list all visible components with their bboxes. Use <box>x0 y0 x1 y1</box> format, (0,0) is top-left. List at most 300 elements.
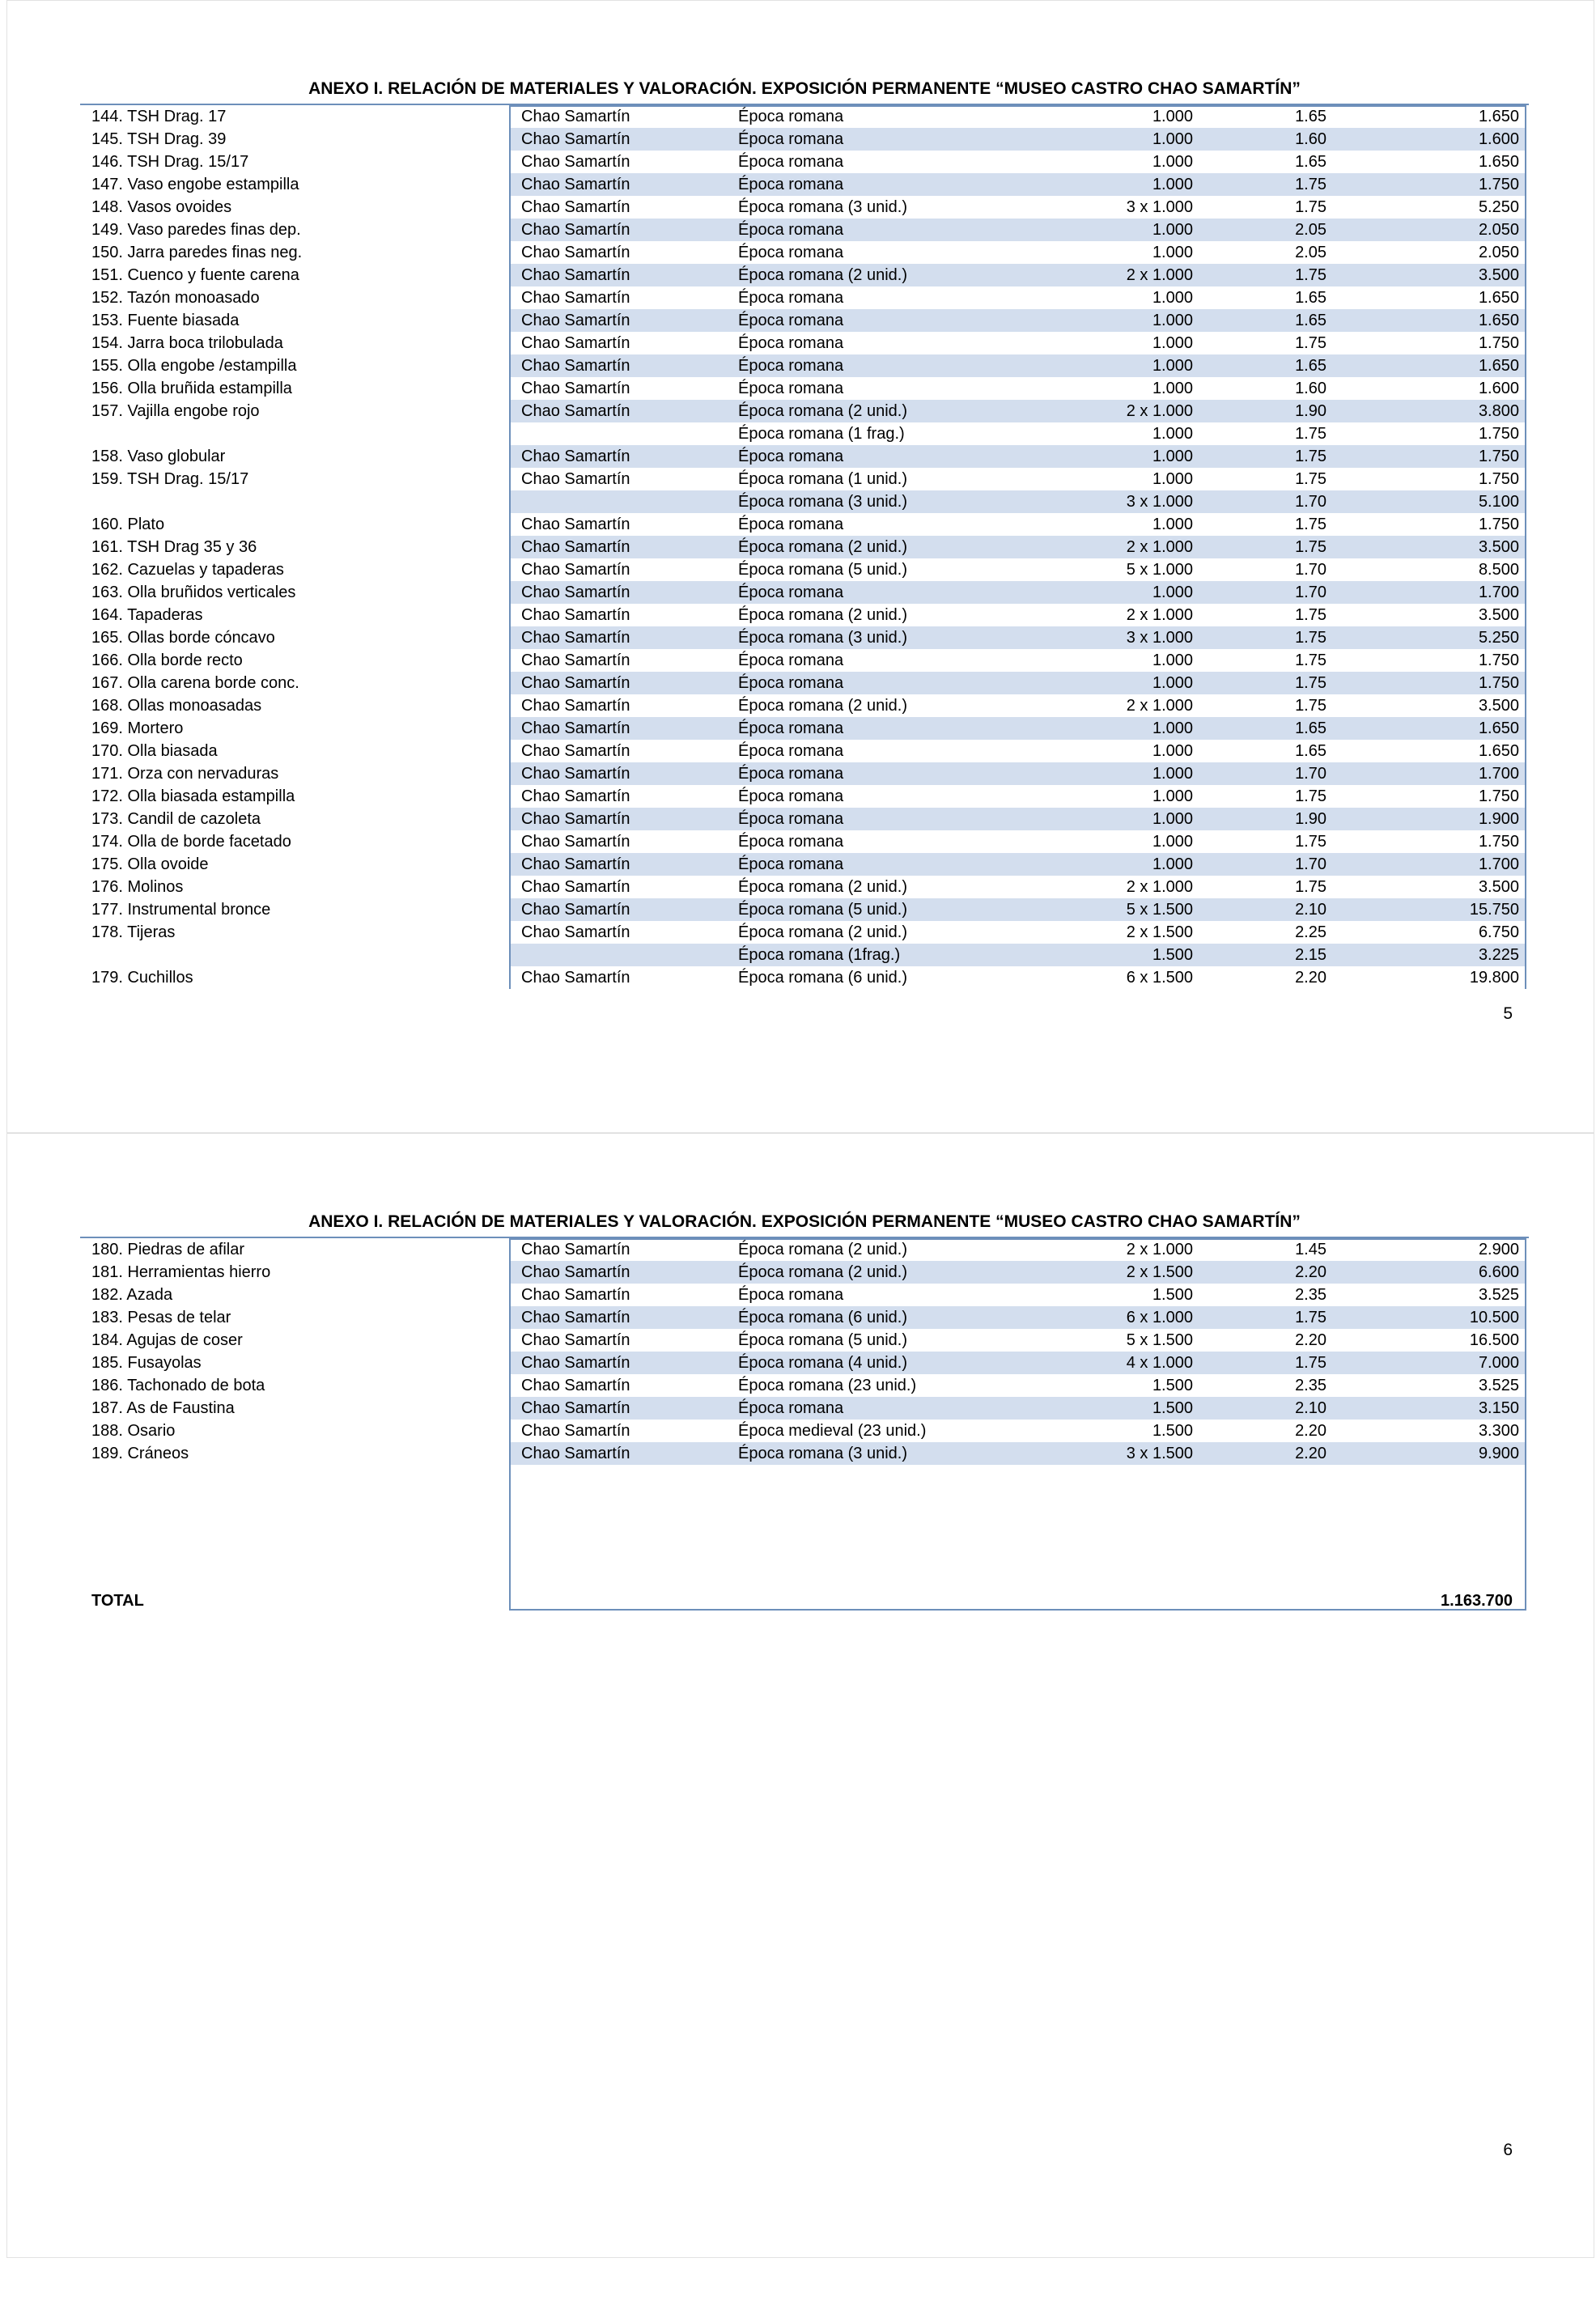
item-total: 1.750 <box>1478 334 1519 352</box>
page-title: ANEXO I. RELACIÓN DE MATERIALES Y VALORACIÓN. EXPOSICIÓN PERMANENTE “MUSEO CASTRO CHAO SAMARTÍN” <box>308 79 1301 98</box>
item-total: 6.600 <box>1478 1263 1519 1281</box>
item-quantity: 1.000 <box>1152 130 1193 148</box>
item-period: Época romana <box>738 108 844 125</box>
item-period: Época romana (1frag.) <box>738 946 901 964</box>
item-name: 149. Vaso paredes finas dep. <box>91 221 301 239</box>
item-name: 157. Vajilla engobe rojo <box>91 402 260 420</box>
item-location: Chao Samartín <box>521 448 630 465</box>
item-factor: 2.20 <box>1295 969 1326 987</box>
item-quantity: 3 x 1.500 <box>1126 1445 1193 1462</box>
row-shading <box>511 513 1525 536</box>
item-name: 153. Fuente biasada <box>91 312 240 329</box>
item-quantity: 1.000 <box>1152 810 1193 828</box>
item-period: Época romana <box>738 1286 844 1304</box>
item-period: Época romana (6 unid.) <box>738 1309 908 1326</box>
item-total: 1.900 <box>1478 810 1519 828</box>
table-row <box>80 558 1529 581</box>
row-shading <box>511 672 1525 694</box>
item-period: Época romana (4 unid.) <box>738 1354 908 1372</box>
row-shading <box>511 785 1525 808</box>
item-name: 180. Piedras de afilar <box>91 1241 245 1258</box>
row-shading <box>511 626 1525 649</box>
row-shading <box>511 717 1525 740</box>
item-quantity: 2 x 1.000 <box>1126 1241 1193 1258</box>
table-row <box>80 377 1529 400</box>
item-factor: 1.65 <box>1295 153 1326 171</box>
item-location: Chao Samartín <box>521 289 630 307</box>
row-shading <box>511 468 1525 490</box>
row-shading <box>511 966 1525 989</box>
item-location: Chao Samartín <box>521 923 630 941</box>
item-period: Época romana <box>738 130 844 148</box>
item-location: Chao Samartín <box>521 1445 630 1462</box>
item-period: Época romana (3 unid.) <box>738 629 908 647</box>
item-factor: 1.75 <box>1295 516 1326 533</box>
item-period: Época romana (3 unid.) <box>738 1445 908 1462</box>
item-period: Época romana <box>738 312 844 329</box>
item-period: Época romana <box>738 742 844 760</box>
item-name: 187. As de Faustina <box>91 1399 235 1417</box>
item-period: Época romana (2 unid.) <box>738 878 908 896</box>
item-name: 167. Olla carena borde conc. <box>91 674 299 692</box>
item-period: Época romana <box>738 176 844 193</box>
table-row <box>80 490 1529 513</box>
item-location: Chao Samartín <box>521 516 630 533</box>
item-quantity: 2 x 1.500 <box>1126 1263 1193 1281</box>
table-row <box>80 672 1529 694</box>
table-row <box>80 128 1529 151</box>
item-location: Chao Samartín <box>521 312 630 329</box>
item-location: Chao Samartín <box>521 244 630 261</box>
item-period: Época romana <box>738 765 844 783</box>
item-name: 155. Olla engobe /estampilla <box>91 357 297 375</box>
table-row <box>80 422 1529 445</box>
item-location: Chao Samartín <box>521 470 630 488</box>
item-location: Chao Samartín <box>521 108 630 125</box>
item-location: Chao Samartín <box>521 1377 630 1394</box>
item-total: 1.750 <box>1478 176 1519 193</box>
item-quantity: 2 x 1.000 <box>1126 878 1193 896</box>
item-quantity: 3 x 1.000 <box>1126 198 1193 216</box>
item-name: 161. TSH Drag 35 y 36 <box>91 538 257 556</box>
item-period: Época romana (2 unid.) <box>738 697 908 715</box>
item-name: 159. TSH Drag. 15/17 <box>91 470 249 488</box>
item-location: Chao Samartín <box>521 266 630 284</box>
table-row <box>80 1329 1529 1352</box>
item-total: 1.650 <box>1478 108 1519 125</box>
item-factor: 2.10 <box>1295 1399 1326 1417</box>
item-total: 5.250 <box>1478 198 1519 216</box>
row-shading <box>511 558 1525 581</box>
row-shading <box>511 332 1525 354</box>
row-shading <box>511 173 1525 196</box>
item-total: 3.225 <box>1478 946 1519 964</box>
total-label: TOTAL <box>91 1592 144 1610</box>
table-row <box>80 1284 1529 1306</box>
item-quantity: 1.000 <box>1152 312 1193 329</box>
item-location: Chao Samartín <box>521 153 630 171</box>
item-name: 158. Vaso globular <box>91 448 226 465</box>
item-location: Chao Samartín <box>521 1354 630 1372</box>
item-factor: 1.75 <box>1295 674 1326 692</box>
item-name: 145. TSH Drag. 39 <box>91 130 227 148</box>
item-period: Época romana <box>738 787 844 805</box>
item-name: 179. Cuchillos <box>91 969 193 987</box>
item-name: 164. Tapaderas <box>91 606 203 624</box>
item-quantity: 1.000 <box>1152 221 1193 239</box>
item-total: 3.500 <box>1478 266 1519 284</box>
item-location: Chao Samartín <box>521 606 630 624</box>
table-row <box>80 876 1529 898</box>
row-shading <box>511 1442 1525 1465</box>
item-factor: 1.75 <box>1295 1309 1326 1326</box>
item-factor: 2.05 <box>1295 221 1326 239</box>
item-period: Época romana <box>738 855 844 873</box>
item-total: 3.500 <box>1478 697 1519 715</box>
table-row <box>80 105 1529 128</box>
page-number: 5 <box>1503 1004 1513 1023</box>
item-total: 1.700 <box>1478 855 1519 873</box>
item-period: Época romana (5 unid.) <box>738 901 908 919</box>
table-row <box>80 626 1529 649</box>
table-row <box>80 151 1529 173</box>
item-total: 1.650 <box>1478 312 1519 329</box>
item-location: Chao Samartín <box>521 1241 630 1258</box>
item-factor: 1.75 <box>1295 878 1326 896</box>
item-quantity: 5 x 1.000 <box>1126 561 1193 579</box>
item-quantity: 1.500 <box>1152 1286 1193 1304</box>
table-row <box>80 1397 1529 1420</box>
row-shading <box>511 309 1525 332</box>
item-location: Chao Samartín <box>521 198 630 216</box>
item-location: Chao Samartín <box>521 674 630 692</box>
item-total: 3.500 <box>1478 538 1519 556</box>
item-period: Época romana <box>738 1399 844 1417</box>
item-total: 1.700 <box>1478 584 1519 601</box>
table-row <box>80 581 1529 604</box>
item-location: Chao Samartín <box>521 1422 630 1440</box>
item-quantity: 2 x 1.000 <box>1126 266 1193 284</box>
item-factor: 1.65 <box>1295 289 1326 307</box>
item-name: 165. Ollas borde cóncavo <box>91 629 275 647</box>
item-location: Chao Samartín <box>521 742 630 760</box>
item-period: Época romana <box>738 719 844 737</box>
row-shading <box>511 128 1525 151</box>
item-location: Chao Samartín <box>521 380 630 397</box>
item-total: 5.100 <box>1478 493 1519 511</box>
item-factor: 2.20 <box>1295 1445 1326 1462</box>
row-shading <box>511 196 1525 219</box>
item-quantity: 1.000 <box>1152 334 1193 352</box>
item-location: Chao Samartín <box>521 130 630 148</box>
table-row <box>80 808 1529 830</box>
item-quantity: 1.500 <box>1152 1422 1193 1440</box>
row-shading <box>511 808 1525 830</box>
item-name: 147. Vaso engobe estampilla <box>91 176 299 193</box>
item-total: 1.750 <box>1478 651 1519 669</box>
item-total: 3.800 <box>1478 402 1519 420</box>
item-name: 169. Mortero <box>91 719 184 737</box>
item-location: Chao Samartín <box>521 787 630 805</box>
item-location: Chao Samartín <box>521 1286 630 1304</box>
table-row <box>80 898 1529 921</box>
item-total: 1.650 <box>1478 357 1519 375</box>
row-shading <box>511 264 1525 286</box>
item-total: 8.500 <box>1478 561 1519 579</box>
table-row <box>80 717 1529 740</box>
item-location: Chao Samartín <box>521 1331 630 1349</box>
row-shading <box>511 604 1525 626</box>
item-factor: 1.75 <box>1295 448 1326 465</box>
item-quantity: 1.000 <box>1152 470 1193 488</box>
item-total: 1.750 <box>1478 833 1519 851</box>
item-period: Época romana (5 unid.) <box>738 1331 908 1349</box>
item-name: 150. Jarra paredes finas neg. <box>91 244 303 261</box>
table-row <box>80 740 1529 762</box>
item-location: Chao Samartín <box>521 402 630 420</box>
table-row <box>80 513 1529 536</box>
table-row <box>80 286 1529 309</box>
item-location: Chao Samartín <box>521 810 630 828</box>
materials-table <box>80 1238 1529 1465</box>
table-row <box>80 354 1529 377</box>
item-factor: 1.90 <box>1295 810 1326 828</box>
table-row <box>80 853 1529 876</box>
item-location: Chao Samartín <box>521 901 630 919</box>
item-quantity: 1.000 <box>1152 742 1193 760</box>
item-name: 144. TSH Drag. 17 <box>91 108 227 125</box>
row-shading <box>511 740 1525 762</box>
item-name: 163. Olla bruñidos verticales <box>91 584 296 601</box>
item-period: Época romana (6 unid.) <box>738 969 908 987</box>
item-quantity: 1.000 <box>1152 176 1193 193</box>
item-location: Chao Samartín <box>521 697 630 715</box>
row-shading <box>511 898 1525 921</box>
row-shading <box>511 581 1525 604</box>
item-period: Época romana (2 unid.) <box>738 402 908 420</box>
row-shading <box>511 830 1525 853</box>
item-factor: 1.75 <box>1295 651 1326 669</box>
row-shading <box>511 1352 1525 1374</box>
item-name: 175. Olla ovoide <box>91 855 209 873</box>
item-factor: 1.75 <box>1295 470 1326 488</box>
item-period: Época medieval (23 unid.) <box>738 1422 927 1440</box>
item-location: Chao Samartín <box>521 584 630 601</box>
table-row <box>80 604 1529 626</box>
item-name: 183. Pesas de telar <box>91 1309 231 1326</box>
table-row <box>80 1306 1529 1329</box>
item-quantity: 2 x 1.500 <box>1126 923 1193 941</box>
item-quantity: 3 x 1.000 <box>1126 493 1193 511</box>
item-name: 189. Cráneos <box>91 1445 189 1462</box>
item-total: 1.750 <box>1478 516 1519 533</box>
item-period: Época romana <box>738 289 844 307</box>
table-row <box>80 400 1529 422</box>
item-quantity: 1.000 <box>1152 584 1193 601</box>
item-factor: 1.75 <box>1295 334 1326 352</box>
item-total: 2.050 <box>1478 221 1519 239</box>
item-name: 177. Instrumental bronce <box>91 901 271 919</box>
item-location: Chao Samartín <box>521 1263 630 1281</box>
table-row <box>80 1442 1529 1465</box>
item-factor: 2.35 <box>1295 1377 1326 1394</box>
item-factor: 1.75 <box>1295 176 1326 193</box>
item-factor: 2.15 <box>1295 946 1326 964</box>
item-period: Época romana (3 unid.) <box>738 493 908 511</box>
item-factor: 1.70 <box>1295 855 1326 873</box>
item-name: 174. Olla de borde facetado <box>91 833 291 851</box>
item-period: Época romana <box>738 448 844 465</box>
item-location: Chao Samartín <box>521 221 630 239</box>
table-row <box>80 241 1529 264</box>
item-period: Época romana (3 unid.) <box>738 198 908 216</box>
item-quantity: 1.000 <box>1152 765 1193 783</box>
table-row <box>80 1374 1529 1397</box>
item-total: 3.525 <box>1478 1286 1519 1304</box>
item-total: 1.600 <box>1478 380 1519 397</box>
item-period: Época romana <box>738 221 844 239</box>
table-row <box>80 785 1529 808</box>
row-shading <box>511 876 1525 898</box>
table-row <box>80 830 1529 853</box>
item-period: Época romana (2 unid.) <box>738 538 908 556</box>
item-quantity: 1.000 <box>1152 153 1193 171</box>
table-row <box>80 1352 1529 1374</box>
item-quantity: 1.500 <box>1152 1399 1193 1417</box>
item-period: Época romana (1 unid.) <box>738 470 908 488</box>
item-name: 188. Osario <box>91 1422 176 1440</box>
item-factor: 1.70 <box>1295 561 1326 579</box>
item-name: 173. Candil de cazoleta <box>91 810 261 828</box>
item-factor: 1.75 <box>1295 538 1326 556</box>
item-period: Época romana <box>738 651 844 669</box>
item-quantity: 1.000 <box>1152 108 1193 125</box>
item-total: 1.650 <box>1478 742 1519 760</box>
item-name: 172. Olla biasada estampilla <box>91 787 295 805</box>
item-quantity: 4 x 1.000 <box>1126 1354 1193 1372</box>
row-shading <box>511 1261 1525 1284</box>
item-quantity: 1.000 <box>1152 674 1193 692</box>
item-quantity: 1.000 <box>1152 380 1193 397</box>
row-shading <box>511 490 1525 513</box>
item-period: Época romana (1 frag.) <box>738 425 905 443</box>
item-quantity: 1.000 <box>1152 719 1193 737</box>
item-quantity: 6 x 1.500 <box>1126 969 1193 987</box>
item-name: 182. Azada <box>91 1286 173 1304</box>
item-factor: 2.25 <box>1295 923 1326 941</box>
item-total: 1.750 <box>1478 448 1519 465</box>
table-row <box>80 536 1529 558</box>
item-period: Época romana (2 unid.) <box>738 266 908 284</box>
item-name: 170. Olla biasada <box>91 742 218 760</box>
item-location: Chao Samartín <box>521 561 630 579</box>
row-shading <box>511 536 1525 558</box>
item-factor: 1.70 <box>1295 765 1326 783</box>
row-shading <box>511 377 1525 400</box>
item-total: 2.900 <box>1478 1241 1519 1258</box>
item-total: 10.500 <box>1469 1309 1519 1326</box>
item-location: Chao Samartín <box>521 878 630 896</box>
item-factor: 1.65 <box>1295 108 1326 125</box>
row-shading <box>511 762 1525 785</box>
row-shading <box>511 1397 1525 1420</box>
item-name: 146. TSH Drag. 15/17 <box>91 153 249 171</box>
item-factor: 1.75 <box>1295 1354 1326 1372</box>
item-name: 186. Tachonado de bota <box>91 1377 265 1394</box>
item-period: Época romana <box>738 334 844 352</box>
item-factor: 1.45 <box>1295 1241 1326 1258</box>
item-quantity: 5 x 1.500 <box>1126 1331 1193 1349</box>
item-quantity: 1.000 <box>1152 855 1193 873</box>
document-page-5 <box>6 0 1594 1133</box>
item-total: 3.150 <box>1478 1399 1519 1417</box>
row-shading <box>511 944 1525 966</box>
item-total: 6.750 <box>1478 923 1519 941</box>
item-factor: 1.70 <box>1295 584 1326 601</box>
item-period: Época romana <box>738 244 844 261</box>
item-quantity: 1.000 <box>1152 787 1193 805</box>
row-shading <box>511 1374 1525 1397</box>
item-factor: 1.90 <box>1295 402 1326 420</box>
row-shading <box>511 445 1525 468</box>
row-shading <box>511 921 1525 944</box>
table-row <box>80 1261 1529 1284</box>
item-location: Chao Samartín <box>521 357 630 375</box>
item-factor: 1.65 <box>1295 312 1326 329</box>
row-shading <box>511 219 1525 241</box>
item-location: Chao Samartín <box>521 334 630 352</box>
item-factor: 1.75 <box>1295 697 1326 715</box>
table-row <box>80 445 1529 468</box>
item-quantity: 1.000 <box>1152 833 1193 851</box>
item-name: 185. Fusayolas <box>91 1354 202 1372</box>
row-shading <box>511 422 1525 445</box>
table-row <box>80 944 1529 966</box>
row-shading <box>511 1284 1525 1306</box>
item-total: 1.700 <box>1478 765 1519 783</box>
item-period: Época romana (5 unid.) <box>738 561 908 579</box>
item-total: 1.650 <box>1478 719 1519 737</box>
total-value: 1.163.700 <box>1441 1592 1513 1610</box>
item-period: Época romana <box>738 357 844 375</box>
item-factor: 1.65 <box>1295 357 1326 375</box>
item-quantity: 1.000 <box>1152 448 1193 465</box>
row-shading <box>511 1420 1525 1442</box>
table-row <box>80 219 1529 241</box>
row-shading <box>511 649 1525 672</box>
item-factor: 1.75 <box>1295 266 1326 284</box>
table-row <box>80 264 1529 286</box>
item-quantity: 1.500 <box>1152 946 1193 964</box>
item-total: 3.300 <box>1478 1422 1519 1440</box>
item-name: 152. Tazón monoasado <box>91 289 260 307</box>
item-quantity: 5 x 1.500 <box>1126 901 1193 919</box>
row-shading <box>511 151 1525 173</box>
item-factor: 1.75 <box>1295 606 1326 624</box>
item-factor: 1.75 <box>1295 629 1326 647</box>
item-name: 160. Plato <box>91 516 165 533</box>
item-name: 148. Vasos ovoides <box>91 198 232 216</box>
row-shading <box>511 354 1525 377</box>
table-row <box>80 468 1529 490</box>
table-row <box>80 332 1529 354</box>
item-total: 15.750 <box>1469 901 1519 919</box>
item-total: 1.750 <box>1478 425 1519 443</box>
item-name: 176. Molinos <box>91 878 184 896</box>
item-factor: 1.60 <box>1295 380 1326 397</box>
table-row <box>80 966 1529 989</box>
item-period: Época romana (2 unid.) <box>738 1241 908 1258</box>
